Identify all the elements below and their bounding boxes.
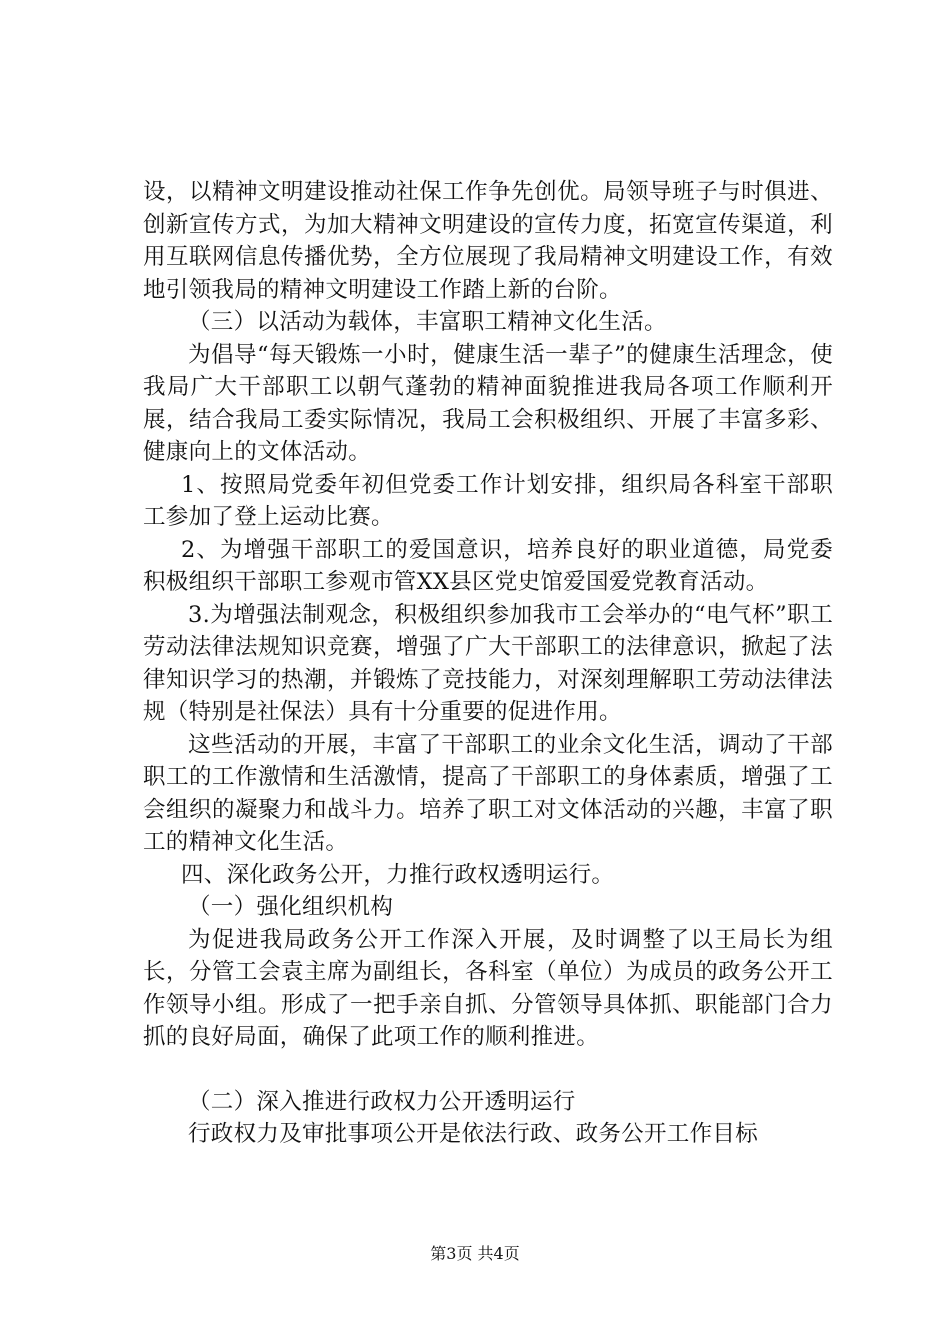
section-heading-four: 四、深化政务公开，力推行政权透明运行。 <box>181 861 615 888</box>
paragraph-10: 为促进我局政务公开工作深入开展，及时调整了以王局长为组长，分管工会袁主席为副组长，各科室（单位）为成员的政务公开工作领导小组。形成了一把手亲自抓、分管领导具体抓、职能部门合力抓的良好局面，确保了此项工作的顺利推进。 <box>143 926 833 1050</box>
document-body <box>143 176 833 1151</box>
subsection-heading-transparency: （二）深入推进行政权力公开透明运行 <box>188 1088 576 1115</box>
list-item-2: 2、为增强干部职工的爱国意识，培养良好的职业道德，局党委积极组织干部职工参观市管XX县区党史馆爱国爱党教育活动。 <box>143 536 833 595</box>
page-number-footer: 第3页 共4页 <box>430 1244 520 1263</box>
list-item-3: 3.为增强法制观念，积极组织参加我市工会举办的“电气杯”职工劳动法律法规知识竞赛，增强了广大干部职工的法律意识，掀起了法律知识学习的热潮，并锻炼了竞技能力，对深刻理解职工劳动法律法规（特别是社保法）具有十分重要的促进作用。 <box>143 601 833 725</box>
paragraph-3: 为倡导“每天锻炼一小时，健康生活一辈子”的健康生活理念，使我局广大干部职工以朝气蓬勃的精神面貌推进我局各项工作顺利开展，结合我局工委实际情况，我局工会积极组织、开展了丰富多彩、健康向上的文体活动。 <box>143 341 833 465</box>
section-heading-activities: （三）以活动为载体，丰富职工精神文化生活。 <box>188 309 667 335</box>
paragraph-12: 行政权力及审批事项公开是依法行政、政务公开工作目标 <box>188 1121 759 1147</box>
list-item-1: 1、按照局党委年初但党委工作计划安排，组织局各科室干部职工参加了登上运动比赛。 <box>143 471 833 530</box>
paragraph-1: 设，以精神文明建设推动社保工作争先创优。局领导班子与时俱进、创新宣传方式，为加大精神文明建设的宣传力度，拓宽宣传渠道，利用互联网信息传播优势，全方位展现了我局精神文明建设工作，有效地引领我局的精神文明建设工作踏上新的台阶。 <box>143 179 833 303</box>
paragraph-7: 这些活动的开展，丰富了干部职工的业余文化生活，调动了干部职工的工作激情和生活激情，提高了干部职工的身体素质，增强了工会组织的凝聚力和战斗力。培养了职工对文体活动的兴趣，丰富了职工的精神文化生活。 <box>143 731 833 855</box>
subsection-heading-organization: （一）强化组织机构 <box>188 894 394 920</box>
paragraph-gap <box>143 1054 833 1086</box>
